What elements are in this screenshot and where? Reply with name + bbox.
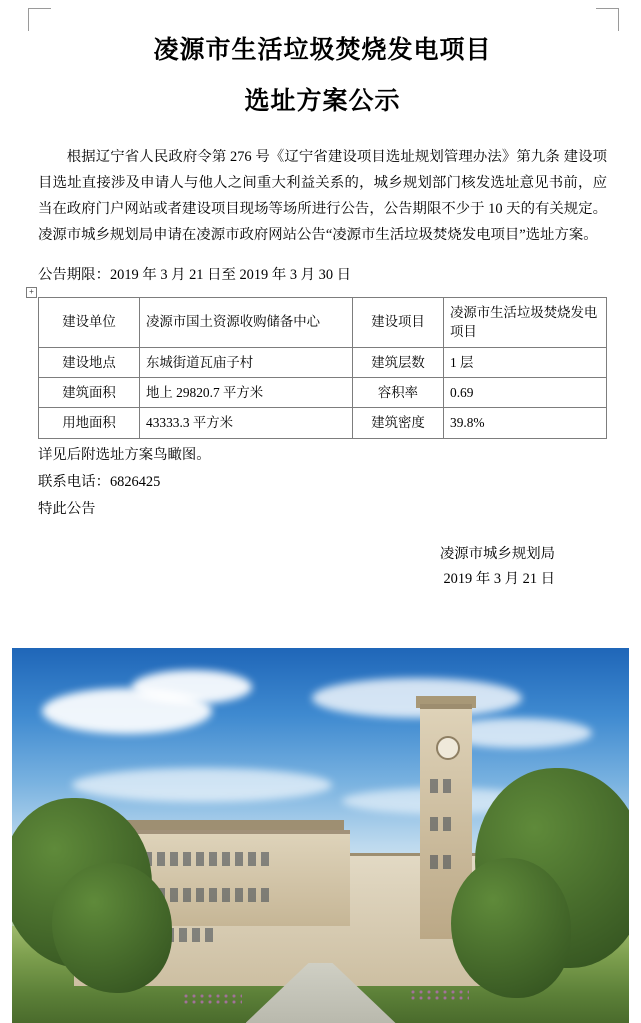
cell-value-floor-area: 地上 29820.7 平方米 — [140, 378, 353, 408]
cell-label-build-unit: 建设单位 — [39, 297, 140, 347]
window — [443, 855, 451, 869]
window — [430, 855, 438, 869]
table-move-handle-icon[interactable]: + — [26, 287, 37, 298]
window — [192, 928, 200, 942]
table-row — [39, 378, 607, 408]
window — [170, 888, 178, 902]
cell-label-land-area: 用地面积 — [39, 408, 140, 438]
window — [183, 852, 191, 866]
info-table-wrapper — [29, 286, 607, 439]
cell-value-land-area: 43333.3 平方米 — [140, 408, 353, 438]
window — [430, 817, 438, 831]
window — [222, 852, 230, 866]
window — [430, 779, 438, 793]
table-row — [39, 297, 607, 347]
window — [196, 852, 204, 866]
flower-bed — [182, 993, 242, 1005]
notice-period: 公告期限：2019 年 3 月 21 日至 2019 年 3 月 30 日 — [38, 266, 351, 283]
window — [205, 928, 213, 942]
cell-value-density: 39.8% — [444, 408, 607, 438]
cloud — [132, 670, 252, 704]
cell-value-location: 东城街道瓦庙子村 — [140, 347, 353, 377]
note-see-attachment: 详见后附选址方案鸟瞰图。 — [38, 446, 211, 463]
table-row — [39, 347, 607, 377]
cell-label-plot-ratio: 容积率 — [353, 378, 444, 408]
window-row — [430, 855, 451, 869]
site-plan-aerial-image — [12, 648, 629, 1023]
after-table-notes — [38, 443, 607, 523]
window — [209, 888, 217, 902]
notice-paragraph: 根据辽宁省人民政府令第 276 号《辽宁省建设项目选址规划管理办法》第九条 建设项目选址直接涉及申请人与他人之间重大利益关系的，城乡规划部门核发选址意见书前，应当在政府门户网站或者建设项目现场等场所进行公告，公告期限不少于 10 天的有关规定。凌源市城乡规划局申请在凌源市政府网站公告“凌源市生活垃圾焚烧发电项目”选址方案。 — [38, 148, 607, 244]
cloud — [72, 768, 332, 802]
window — [248, 888, 256, 902]
window — [170, 852, 178, 866]
project-info-table — [38, 297, 607, 439]
window — [222, 888, 230, 902]
cell-label-floor-area: 建筑面积 — [39, 378, 140, 408]
window — [443, 779, 451, 793]
cell-value-floors: 1 层 — [444, 347, 607, 377]
signature-date: 2019 年 3 月 21 日 — [443, 570, 555, 587]
cell-value-project: 凌源市生活垃圾焚烧发电项目 — [444, 297, 607, 347]
tower-clock-face-icon — [436, 736, 460, 760]
window — [157, 852, 165, 866]
cell-label-project: 建设项目 — [353, 297, 444, 347]
window-row — [430, 817, 451, 831]
window — [261, 888, 269, 902]
window — [235, 888, 243, 902]
window — [248, 852, 256, 866]
window — [209, 852, 217, 866]
window — [179, 928, 187, 942]
table-row — [39, 408, 607, 438]
note-hereby-announced: 特此公告 — [38, 501, 96, 518]
window — [196, 888, 204, 902]
note-contact-phone: 联系电话：6826425 — [38, 474, 161, 491]
window — [235, 852, 243, 866]
cell-value-build-unit: 凌源市国土资源收购储备中心 — [140, 297, 353, 347]
flower-bed — [409, 989, 469, 1001]
signature-organization: 凌源市城乡规划局 — [439, 546, 555, 563]
window-row — [430, 779, 451, 793]
page-title-line-1: 凌源市生活垃圾焚烧发电项目 — [153, 37, 492, 64]
window — [261, 852, 269, 866]
window — [183, 888, 191, 902]
page-title — [38, 32, 607, 122]
window — [443, 817, 451, 831]
cell-value-plot-ratio: 0.69 — [444, 378, 607, 408]
page-title-line-2: 选址方案公示 — [244, 87, 401, 115]
cell-label-location: 建设地点 — [39, 347, 140, 377]
cell-label-density: 建筑密度 — [353, 408, 444, 438]
signature-block — [38, 542, 607, 591]
cell-label-floors: 建筑层数 — [353, 347, 444, 377]
